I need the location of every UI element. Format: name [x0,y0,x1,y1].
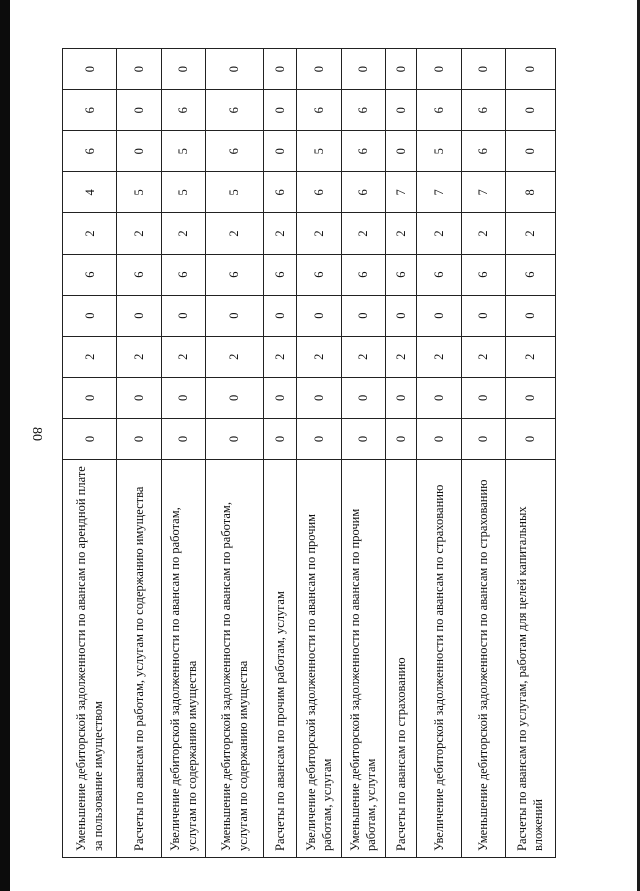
code-digit-cell: 6 [341,131,385,172]
code-digit-cell: 2 [505,336,555,377]
code-digit-cell: 0 [341,418,385,459]
code-digit-cell: 0 [161,49,205,90]
table-row [161,49,205,858]
row-label: Уменьшение дебиторской задолженности по авансам по работам, услугам по содержанию имущества [206,460,264,858]
code-digit-cell: 0 [263,418,296,459]
code-digit-cell: 0 [206,295,264,336]
code-digit-cell: 5 [117,172,161,213]
code-digit-cell: 7 [386,172,417,213]
code-digit-cell: 0 [263,49,296,90]
row-label: Расчеты по авансам по услугам, работам для целей капитальных вложений [505,460,555,858]
code-digit-cell: 2 [161,213,205,254]
code-digit-cell: 6 [417,90,461,131]
code-digit-cell: 0 [297,49,341,90]
code-digit-cell: 4 [63,172,117,213]
code-digit-cell: 2 [417,213,461,254]
code-digit-cell: 6 [117,254,161,295]
code-digit-cell: 0 [505,49,555,90]
table-row [206,49,264,858]
table-row [417,49,461,858]
code-digit-cell: 0 [297,418,341,459]
code-digit-cell: 0 [417,295,461,336]
code-digit-cell: 5 [161,172,205,213]
code-digit-cell: 2 [505,213,555,254]
code-digit-cell: 0 [461,377,505,418]
code-digit-cell: 5 [417,131,461,172]
code-digit-cell: 6 [161,90,205,131]
row-label: Увеличение дебиторской задолженности по авансам по работам, услугам по содержанию имущества [161,460,205,858]
code-digit-cell: 0 [263,90,296,131]
table-row [117,49,161,858]
code-digit-cell: 0 [117,377,161,418]
code-digit-cell: 0 [461,418,505,459]
accounts-table [62,48,556,858]
table-row [341,49,385,858]
code-digit-cell: 0 [63,49,117,90]
code-digit-cell: 0 [117,418,161,459]
scan-edge-left [0,0,10,891]
code-digit-cell: 2 [341,213,385,254]
code-digit-cell: 0 [341,377,385,418]
code-digit-cell: 6 [297,172,341,213]
code-digit-cell: 0 [63,418,117,459]
code-digit-cell: 0 [341,295,385,336]
code-digit-cell: 8 [505,172,555,213]
code-digit-cell: 2 [63,213,117,254]
code-digit-cell: 6 [63,131,117,172]
code-digit-cell: 2 [263,213,296,254]
code-digit-cell: 7 [461,172,505,213]
code-digit-cell: 6 [341,172,385,213]
code-digit-cell: 2 [297,336,341,377]
code-digit-cell: 6 [206,131,264,172]
code-digit-cell: 0 [63,295,117,336]
code-digit-cell: 0 [161,377,205,418]
code-digit-cell: 0 [417,418,461,459]
code-digit-cell: 0 [63,377,117,418]
code-digit-cell: 0 [341,49,385,90]
code-digit-cell: 2 [417,336,461,377]
code-digit-cell: 2 [161,336,205,377]
code-digit-cell: 6 [417,254,461,295]
rotated-table-container [62,48,556,858]
code-digit-cell: 2 [341,336,385,377]
code-digit-cell: 6 [386,254,417,295]
row-label: Расчеты по авансам по страхованию [386,460,417,858]
code-digit-cell: 0 [297,295,341,336]
row-label: Увеличение дебиторской задолженности по авансам по страхованию [417,460,461,858]
code-digit-cell: 0 [117,131,161,172]
code-digit-cell: 2 [63,336,117,377]
code-digit-cell: 6 [461,254,505,295]
code-digit-cell: 6 [206,90,264,131]
row-label: Уменьшение дебиторской задолженности по авансам по прочим работам, услугам [341,460,385,858]
table-row [505,49,555,858]
code-digit-cell: 6 [263,172,296,213]
code-digit-cell: 7 [417,172,461,213]
code-digit-cell: 0 [461,295,505,336]
row-label: Расчеты по авансам по работам, услугам по содержанию имущества [117,460,161,858]
code-digit-cell: 0 [161,295,205,336]
code-digit-cell: 2 [206,336,264,377]
code-digit-cell: 0 [505,90,555,131]
code-digit-cell: 0 [417,49,461,90]
code-digit-cell: 6 [63,254,117,295]
code-digit-cell: 6 [263,254,296,295]
code-digit-cell: 0 [206,418,264,459]
code-digit-cell: 0 [263,131,296,172]
table-row [263,49,296,858]
code-digit-cell: 6 [461,90,505,131]
code-digit-cell: 5 [206,172,264,213]
table-row [386,49,417,858]
code-digit-cell: 2 [117,336,161,377]
code-digit-cell: 2 [263,336,296,377]
code-digit-cell: 6 [297,90,341,131]
page-number: 80 [29,427,44,441]
code-digit-cell: 0 [505,131,555,172]
code-digit-cell: 6 [505,254,555,295]
code-digit-cell: 0 [117,49,161,90]
code-digit-cell: 6 [63,90,117,131]
code-digit-cell: 0 [386,131,417,172]
code-digit-cell: 0 [417,377,461,418]
row-label: Расчеты по авансам по прочим работам, услугам [263,460,296,858]
table-row [297,49,341,858]
code-digit-cell: 5 [297,131,341,172]
code-digit-cell: 0 [386,90,417,131]
code-digit-cell: 2 [297,213,341,254]
code-digit-cell: 0 [386,418,417,459]
code-digit-cell: 6 [341,90,385,131]
code-digit-cell: 0 [263,295,296,336]
code-digit-cell: 6 [206,254,264,295]
code-digit-cell: 0 [206,377,264,418]
code-digit-cell: 2 [386,336,417,377]
code-digit-cell: 2 [461,213,505,254]
code-digit-cell: 0 [505,377,555,418]
code-digit-cell: 2 [117,213,161,254]
code-digit-cell: 0 [117,295,161,336]
code-digit-cell: 0 [386,295,417,336]
code-digit-cell: 0 [505,418,555,459]
code-digit-cell: 6 [161,254,205,295]
code-digit-cell: 5 [161,131,205,172]
code-digit-cell: 2 [206,213,264,254]
code-digit-cell: 0 [505,295,555,336]
code-digit-cell: 6 [461,131,505,172]
table-row [63,49,117,858]
code-digit-cell: 6 [341,254,385,295]
code-digit-cell: 0 [461,49,505,90]
code-digit-cell: 0 [206,49,264,90]
code-digit-cell: 0 [117,90,161,131]
code-digit-cell: 2 [461,336,505,377]
code-digit-cell: 0 [161,418,205,459]
row-label: Уменьшение дебиторской задолженности по авансам по страхованию [461,460,505,858]
code-digit-cell: 0 [386,49,417,90]
table-row [461,49,505,858]
code-digit-cell: 6 [297,254,341,295]
code-digit-cell: 2 [386,213,417,254]
code-digit-cell: 0 [263,377,296,418]
row-label: Уменьшение дебиторской задолженности по авансам по арендной плате за пользование имуществом [63,460,117,858]
code-digit-cell: 0 [297,377,341,418]
row-label: Увеличение дебиторской задолженности по авансам по прочим работам, услугам [297,460,341,858]
code-digit-cell: 0 [386,377,417,418]
